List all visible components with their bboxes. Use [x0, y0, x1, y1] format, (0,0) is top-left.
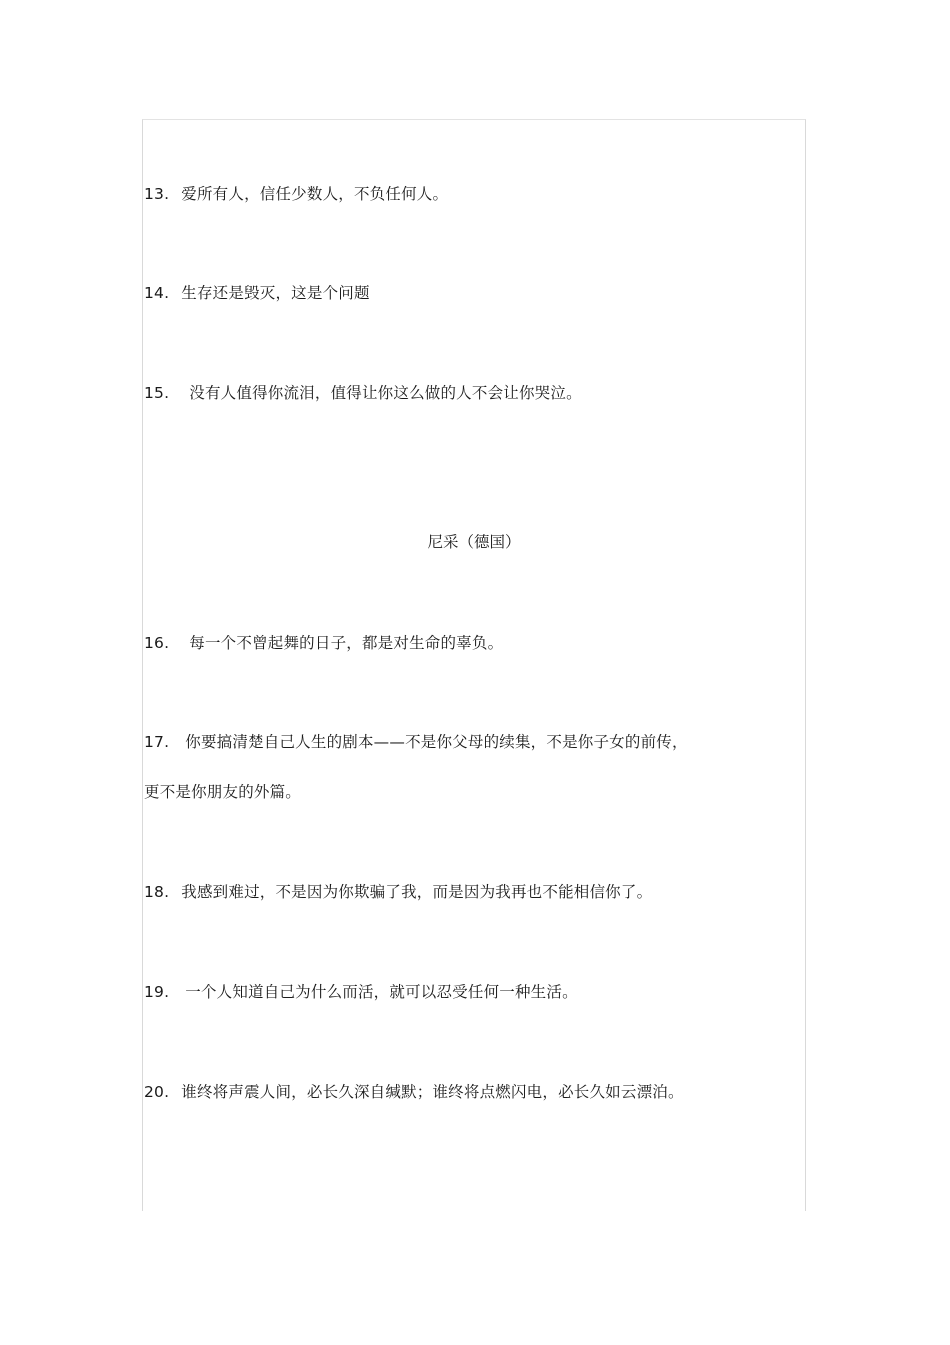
quote-18 [144, 882, 652, 902]
quote-number: 16. [144, 634, 170, 652]
quote-number: 18. [144, 883, 170, 901]
quote-number: 19. [144, 983, 170, 1001]
quote-17 [144, 732, 688, 752]
quote-text: 谁终将声震人间，必长久深自缄默；谁终将点燃闪电，必长久如云漂泊。 [181, 1083, 684, 1101]
quote-15 [144, 383, 582, 403]
quote-number: 13. [144, 185, 170, 203]
quote-text: 一个人知道自己为什么而活，就可以忍受任何一种生活。 [185, 983, 578, 1001]
quote-number: 17. [144, 733, 170, 751]
quote-number: 14. [144, 284, 170, 302]
quote-text: 你要搞清楚自己人生的剧本——不是你父母的续集，不是你子女的前传， [185, 733, 688, 751]
quote-14 [144, 283, 370, 303]
quote-20 [144, 1082, 684, 1102]
quote-number: 15. [144, 384, 170, 402]
quote-19 [144, 982, 578, 1002]
quote-text: 没有人值得你流泪，值得让你这么做的人不会让你哭泣。 [189, 384, 582, 402]
quote-text: 我感到难过，不是因为你欺骗了我，而是因为我再也不能相信你了。 [181, 883, 653, 901]
quote-text: 生存还是毁灭，这是个问题 [181, 284, 370, 302]
quote-17-continuation: 更不是你朋友的外篇。 [144, 783, 302, 801]
quote-13 [144, 184, 448, 204]
section-heading: 尼采（德国） [427, 533, 521, 551]
quote-text: 爱所有人，信任少数人，不负任何人。 [181, 185, 449, 203]
quote-number: 20. [144, 1083, 170, 1101]
quote-16 [144, 633, 503, 653]
quote-text: 每一个不曾起舞的日子，都是对生命的辜负。 [189, 634, 504, 652]
